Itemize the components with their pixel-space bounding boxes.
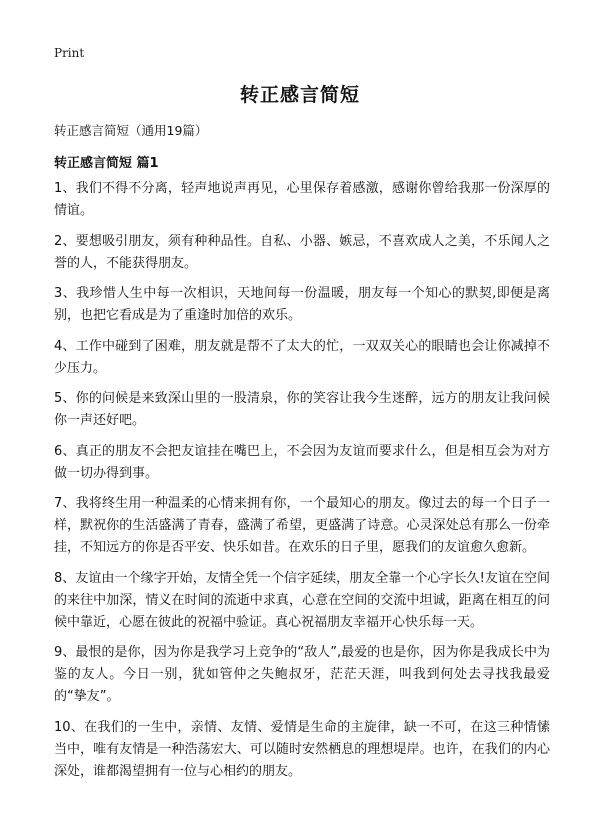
document-subtitle: 转正感言简短（通用19篇） [54,123,208,138]
paragraph: 6、真正的朋友不会把友谊挂在嘴巴上，不会因为友谊而要求什么，但是相互会为对方做一切办得到事。 [54,443,550,481]
print-label: Print [54,46,85,60]
paragraph: 2、要想吸引朋友，须有种种品性。自私、小器、嫉忌，不喜欢成人之美，不乐闻人之誉的人，不能获得朋友。 [54,233,550,271]
paragraph: 8、友谊由一个缘字开始，友情全凭一个信字延续，朋友全靠一个心字长久!友谊在空间的来往中加深，情义在时间的流逝中求真，心意在空间的交流中坦诚，距离在相互的问候中靠近，心愿在彼此的祝福中验证。真心祝福朋友幸福开心快乐每一天。 [54,570,550,630]
paragraph: 5、你的问候是来致深山里的一股清泉，你的笑容让我今生迷醉，远方的朋友让我问候你一声还好吧。 [54,391,550,428]
paragraph-list [54,178,550,791]
paragraph: 7、我将终生用一种温柔的心情来拥有你，一个最知心的朋友。像过去的每一个日子一样，默祝你的生活盛满了青春，盛满了希望，更盛满了诗意。心灵深处总有那么一份牵挂，不知远方的你是否平安、快乐如昔。在欢乐的日子里，愿我们的友谊愈久愈新。 [54,496,550,555]
paragraph: 9、最恨的是你，因为你是我学习上竞争的“敌人”,最爱的也是你，因为你是我成长中为鉴的友人。今日一别，犹如管仲之失鲍叔牙，茫茫天涯，叫我到何处去寻找我最爱的“挚友”。 [54,645,550,704]
section-heading: 转正感言简短 篇1 [54,156,159,171]
page-title: 转正感言简短 [239,84,360,106]
paragraph: 3、我珍惜人生中每一次相识，天地间每一份温暖，朋友每一个知心的默契,即便是离别，也把它看成是为了重逢时加倍的欢乐。 [54,286,550,323]
paragraph: 10、在我们的一生中，亲情、友情、爱情是生命的主旋律，缺一不可，在这三种情愫当中，唯有友情是一种浩荡宏大、可以随时安然栖息的理想堤岸。也许，在我们的内心深处，谁都渴望拥有一位与心相约的朋友。 [54,719,550,779]
paragraph: 4、工作中碰到了困难，朋友就是帮不了太大的忙，一双双关心的眼睛也会让你减掉不少压力。 [54,338,550,376]
paragraph: 1、我们不得不分离，轻声地说声再见，心里保存着感激，感谢你曾给我那一份深厚的情谊。 [54,181,550,218]
